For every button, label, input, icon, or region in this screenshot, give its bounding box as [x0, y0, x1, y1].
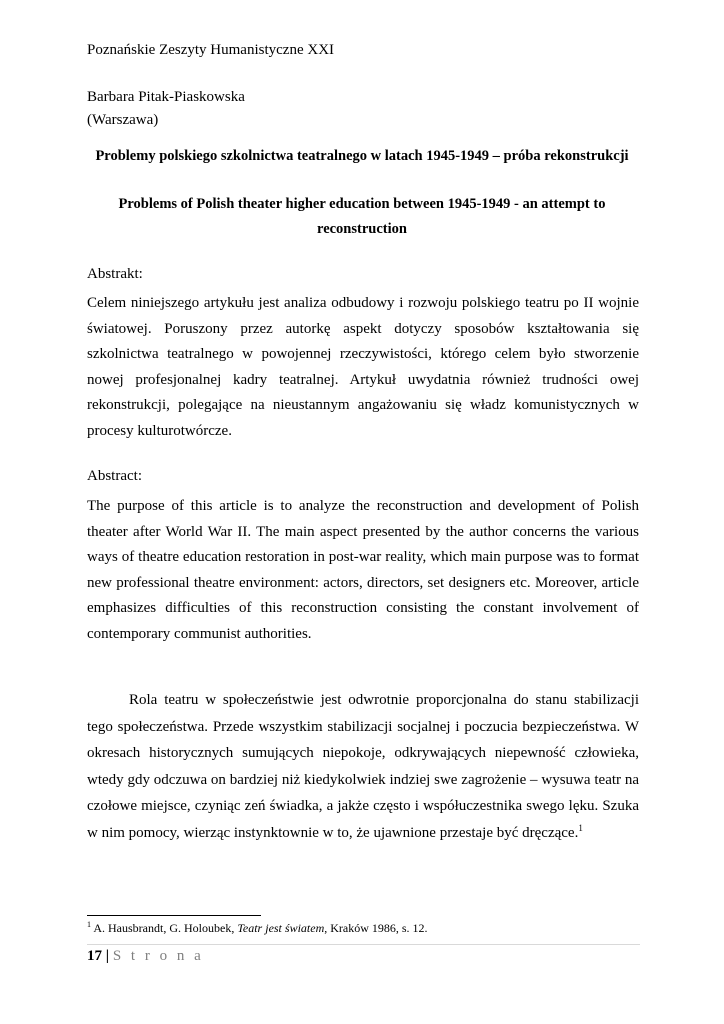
page-footer: [87, 948, 204, 965]
footnote-rest: , Kraków 1986, s. 12.: [324, 921, 428, 935]
journal-header: Poznańskie Zeszyty Humanistyczne XXI: [87, 42, 335, 58]
abstract-pl-text: Celem niniejszego artykułu jest analiza odbudowy i rozwoju polskiego teatru po II wojnie światowej. Poruszony przez autorkę aspekt dotyczy sposobów kształtowania się szkolnictwa teatralnego w powojennej rzeczywistości, którego celem było stworzenie nowej profesjonalnej kadry teatralnej. Artykuł uwydatnia również trudności owej rekonstrukcji, polegające na nieustannym angażowaniu się władz komunistycznych w procesy kulturotwórcze.: [87, 295, 639, 439]
footnote-number: 1: [87, 920, 91, 929]
footer-separator: |: [102, 948, 113, 964]
author-block: [87, 86, 245, 132]
abstract-en-text: The purpose of this article is to analyze the reconstruction and development of Polish theater after World War II. The main aspect presented by the author concerns the various ways of theatre education restoration in post-war reality, which main purpose was to format new professional theatre environment: actors, directors, set designers etc. Moreover, article emphasizes difficulties of this reconstruction consisting the constant involvement of contemporary communist authorities.: [87, 498, 639, 642]
page-number: 17: [87, 948, 102, 964]
body-paragraph: [87, 687, 639, 846]
footnote-authors: A. Hausbrandt, G. Holoubek,: [91, 921, 238, 935]
footnote-reference[interactable]: 1: [578, 822, 583, 833]
footnote-work-title: Teatr jest światem: [237, 921, 325, 935]
body-paragraph-text: Rola teatru w społeczeństwie jest odwrotnie proporcjonalna do stanu stabilizacji tego społeczeństwa. Przede wszystkim stabilizacji socjalnej i poczucia bezpieczeństwa. W okresach historycznych sumujących niepokoje, odkrywających niepewność człowieka, wtedy gdy odczuwa on bardziej niż kiedykolwiek indziej swe zagrożenie – wysuwa teatr na czołowe miejsce, czyniąc zeń świadka, a jakże często i współuczestnika swego lęku. Szuka w nim pomocy, wierząc instynktownie w to, że ujawnione przestaje być dręczące.: [87, 692, 639, 841]
title-english: Problems of Polish theater higher education between 1945-1949 - an attempt to reconstruction: [118, 196, 606, 237]
abstract-en-label: Abstract:: [87, 468, 142, 484]
footer-label: S t r o n a: [112, 948, 204, 964]
footer-divider: [87, 944, 640, 945]
abstract-pl-label: Abstrakt:: [87, 266, 143, 282]
author-affiliation: (Warszawa): [87, 112, 159, 128]
footnote-separator: [87, 915, 261, 916]
author-name: Barbara Pitak-Piaskowska: [87, 89, 245, 105]
footnote: [87, 921, 428, 936]
title-polish: Problemy polskiego szkolnictwa teatralnego w latach 1945-1949 – próba rekonstrukcji: [95, 148, 629, 164]
